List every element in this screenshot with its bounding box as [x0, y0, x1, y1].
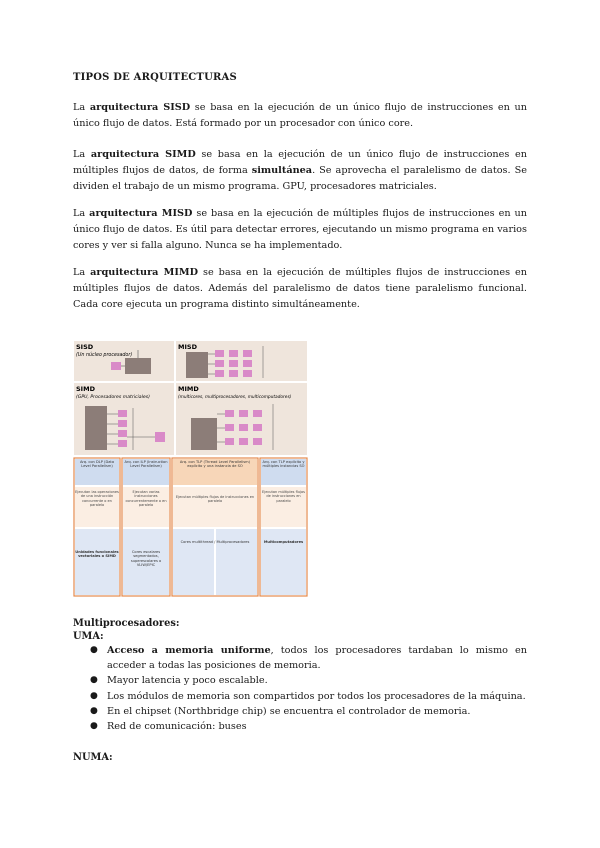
list-item — [73, 689, 527, 704]
mimd-subtitle: (multicores, multiprocesadores, multicomputadores) — [178, 395, 292, 400]
sisd-subtitle: (Un núcleo procesador) — [76, 353, 133, 358]
mimd-title: MIMD — [178, 385, 199, 393]
table-cell: Ejecutan las operaciones de una instrucción concurrente o en paralelo — [75, 490, 119, 507]
text: se basa en la ejecución de un único flujo de instrucciones en múltiples flujos de datos, de forma — [73, 149, 527, 176]
table-cell: Ejecutan múltiples flujos de instrucciones en paralelo — [175, 495, 255, 504]
misd-units — [215, 350, 252, 377]
bullet-text: , todos los procesadores tardaban lo mismo en acceder a todas las posiciones de memoria. — [107, 645, 527, 672]
term-simultanea: simultánea — [251, 165, 313, 176]
table-cell: Multicomputadores — [263, 540, 304, 544]
bullet-icon: ● — [90, 705, 98, 716]
list-item — [73, 643, 527, 673]
paragraph-mimd — [73, 265, 527, 313]
list-item — [73, 704, 527, 719]
term-simd: arquitectura SIMD — [90, 149, 196, 160]
bullet-text: Mayor latencia y poco escalable. — [107, 675, 268, 687]
bullet-icon: ● — [90, 721, 98, 732]
simd-subtitle: (GPU, Procesadores matriciales) — [76, 395, 150, 400]
simd-title: SIMD — [76, 385, 95, 393]
text: . Se aprovecha el paralelismo de datos. Se dividen el trabajo de un mismo programa. GPU, procesadores matriciales. — [73, 165, 527, 192]
table-cell: Arq. con ILP (Instruction Level Parallelism) — [124, 460, 168, 469]
table-cell: Arq. con DLP (Data Level Parallelism) — [79, 460, 115, 469]
page-heading: TIPOS DE ARQUITECTURAS — [73, 72, 237, 83]
paragraph-misd — [73, 206, 527, 254]
paragraph-simd — [73, 147, 527, 195]
text: La — [73, 149, 91, 160]
bullet-term: Acceso a memoria uniforme — [107, 645, 271, 656]
term-sisd: arquitectura SISD — [89, 102, 191, 113]
architecture-figure — [73, 340, 308, 598]
text: se basa en la ejecución de un único flujo de instrucciones en un único flujo de datos. Está formado por un procesador con único core. — [73, 102, 527, 129]
bullet-text: Red de comunicación: buses — [107, 721, 247, 733]
table-cell: Cores multithread / Multiprocesadores — [180, 540, 250, 544]
sisd-data — [111, 362, 121, 370]
misd-data — [186, 352, 208, 378]
bullet-icon: ● — [90, 645, 98, 655]
bullet-text: Los módulos de memoria son compartidos por todos los procesadores de la máquina. — [107, 690, 526, 702]
table-cell: Unidades funcionales vectoriales o SIMD — [75, 550, 119, 559]
list-item — [73, 719, 527, 734]
section-label-uma: UMA: — [73, 631, 104, 642]
sisd-processor — [125, 358, 151, 374]
section-label-numa: NUMA: — [73, 752, 113, 763]
list-item — [73, 673, 527, 688]
text: La — [73, 102, 90, 113]
sisd-title: SISD — [76, 343, 94, 351]
table-cell: Cores escalares segmentados, superescalares o VLIW/EPIC — [130, 550, 162, 568]
term-mimd: arquitectura MIMD — [90, 267, 199, 278]
table-cell: Ejecutan múltiples flujos de instrucciones en paralelo — [262, 490, 305, 503]
table-cell: Arq. con TLP (Thread Level Parallelism) explícito y una instancia de SO — [179, 460, 251, 469]
misd-title: MISD — [178, 343, 197, 351]
text: se basa en la ejecución de múltiples flujos de instrucciones en un único flujo de datos. Es útil para detectar errores, ejecutando un mismo programa en varios cores y ver si falla alguno. Nunca se ha implementado. — [73, 208, 527, 251]
simd-data — [85, 406, 107, 450]
bullet-text: En el chipset (Northbridge chip) se encuentra el controlador de memoria. — [107, 705, 471, 717]
text: La — [73, 267, 91, 278]
text: se basa en la ejecución de múltiples flujos de instrucciones en múltiples flujos de datos. Además del paralelismo de datos tiene paralelismo funcional. Cada core ejecuta un programa distinto simultáneamente. — [73, 267, 527, 310]
mimd-units — [225, 410, 262, 445]
mimd-data — [191, 418, 217, 450]
table-cell: Arq. con TLP explícito y múltiples instancias SO — [262, 460, 305, 469]
table-cell: Ejecutan varias instrucciones concurrentemente o en paralelo — [125, 490, 167, 507]
section-title-multiprocesadores: Multiprocesadores: — [73, 618, 180, 629]
term-misd: arquitectura MISD — [89, 208, 193, 219]
paragraph-sisd — [73, 100, 527, 132]
uma-bullet-list — [73, 643, 527, 734]
bullet-icon: ● — [90, 690, 98, 701]
bullet-icon: ● — [90, 675, 98, 686]
text: La — [73, 208, 90, 219]
